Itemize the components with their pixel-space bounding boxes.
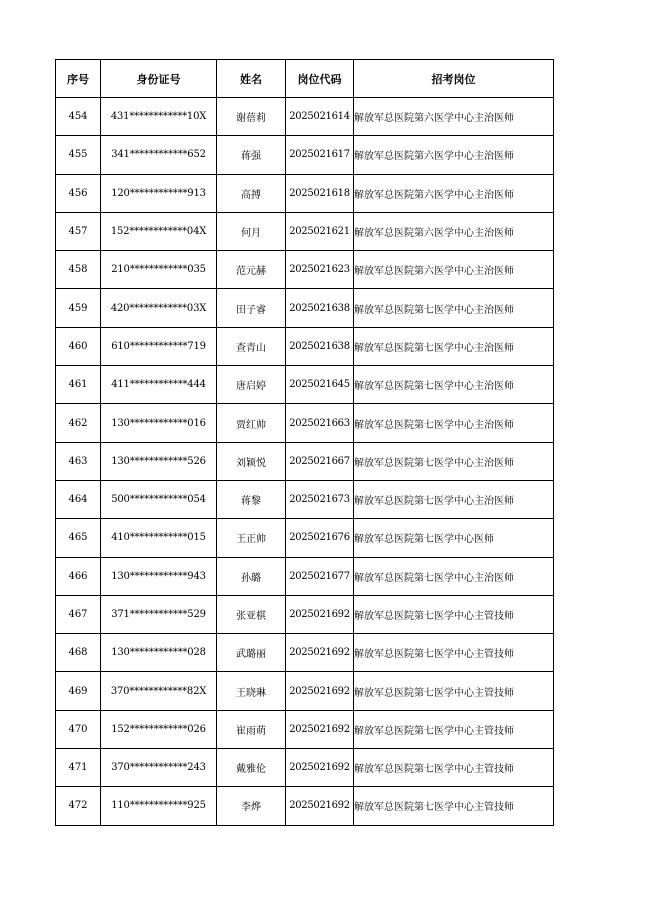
cell-post-code: 2025021638 [286, 327, 354, 365]
table-row [56, 749, 554, 787]
cell-seq: 466 [56, 557, 101, 595]
cell-post-code: 2025021617 [286, 136, 354, 174]
table-row [56, 442, 554, 480]
cell-post-code: 2025021623 [286, 251, 354, 289]
cell-seq: 454 [56, 98, 101, 136]
cell-id-number: 130************943 [101, 557, 217, 595]
cell-name: 武璐丽 [217, 634, 286, 672]
cell-id-number: 370************82X [101, 672, 217, 710]
table-row [56, 289, 554, 327]
cell-post: 解放军总医院第七医学中心主治医师 [354, 442, 554, 480]
header-name: 姓名 [217, 60, 286, 98]
cell-post: 解放军总医院第七医学中心主治医师 [354, 289, 554, 327]
cell-name: 范元赫 [217, 251, 286, 289]
table-row [56, 174, 554, 212]
cell-post: 解放军总医院第七医学中心主治医师 [354, 480, 554, 518]
table-row [56, 366, 554, 404]
cell-seq: 458 [56, 251, 101, 289]
cell-seq: 464 [56, 480, 101, 518]
cell-post-code: 2025021618 [286, 174, 354, 212]
cell-post-code: 2025021677 [286, 557, 354, 595]
cell-post: 解放军总医院第六医学中心主治医师 [354, 212, 554, 250]
cell-post: 解放军总医院第七医学中心主管技师 [354, 672, 554, 710]
cell-name: 高搏 [217, 174, 286, 212]
table-row [56, 595, 554, 633]
cell-id-number: 110************925 [101, 787, 217, 825]
table-body [56, 98, 554, 826]
cell-id-number: 152************026 [101, 710, 217, 748]
cell-seq: 470 [56, 710, 101, 748]
cell-seq: 459 [56, 289, 101, 327]
table-row [56, 672, 554, 710]
cell-name: 唐启婷 [217, 366, 286, 404]
cell-id-number: 500************054 [101, 480, 217, 518]
cell-name: 田子睿 [217, 289, 286, 327]
cell-post: 解放军总医院第六医学中心主治医师 [354, 98, 554, 136]
table-row [56, 634, 554, 672]
cell-id-number: 120************913 [101, 174, 217, 212]
cell-id-number: 130************526 [101, 442, 217, 480]
cell-post-code: 2025021692 [286, 672, 354, 710]
table-row [56, 327, 554, 365]
cell-post: 解放军总医院第七医学中心主治医师 [354, 366, 554, 404]
cell-name: 孙璐 [217, 557, 286, 595]
cell-name: 贾红帅 [217, 404, 286, 442]
cell-post-code: 2025021638 [286, 289, 354, 327]
cell-name: 王正帅 [217, 519, 286, 557]
table-row [56, 519, 554, 557]
cell-id-number: 371************529 [101, 595, 217, 633]
table-row [56, 480, 554, 518]
candidate-table [55, 59, 554, 826]
table-row [56, 136, 554, 174]
cell-seq: 472 [56, 787, 101, 825]
cell-name: 戴雅伦 [217, 749, 286, 787]
cell-seq: 463 [56, 442, 101, 480]
cell-id-number: 420************03X [101, 289, 217, 327]
cell-name: 张亚棋 [217, 595, 286, 633]
cell-post: 解放军总医院第七医学中心主管技师 [354, 595, 554, 633]
cell-id-number: 431************10X [101, 98, 217, 136]
table-row [56, 557, 554, 595]
cell-post-code: 2025021645 [286, 366, 354, 404]
header-seq: 序号 [56, 60, 101, 98]
cell-seq: 455 [56, 136, 101, 174]
cell-seq: 456 [56, 174, 101, 212]
cell-id-number: 410************015 [101, 519, 217, 557]
cell-post: 解放军总医院第七医学中心主治医师 [354, 557, 554, 595]
table-row [56, 251, 554, 289]
cell-name: 查青山 [217, 327, 286, 365]
cell-post: 解放军总医院第七医学中心主治医师 [354, 327, 554, 365]
cell-post-code: 2025021673 [286, 480, 354, 518]
cell-post: 解放军总医院第六医学中心主治医师 [354, 174, 554, 212]
cell-seq: 465 [56, 519, 101, 557]
cell-post-code: 2025021621 [286, 212, 354, 250]
cell-name: 李烨 [217, 787, 286, 825]
cell-id-number: 130************028 [101, 634, 217, 672]
cell-post: 解放军总医院第七医学中心主管技师 [354, 710, 554, 748]
cell-id-number: 152************04X [101, 212, 217, 250]
cell-post-code: 2025021614 [286, 98, 354, 136]
header-id-number: 身份证号 [101, 60, 217, 98]
table-row [56, 710, 554, 748]
cell-seq: 462 [56, 404, 101, 442]
table-row [56, 212, 554, 250]
cell-post: 解放军总医院第七医学中心主管技师 [354, 634, 554, 672]
cell-post-code: 2025021663 [286, 404, 354, 442]
cell-name: 王晓琳 [217, 672, 286, 710]
cell-id-number: 130************016 [101, 404, 217, 442]
cell-name: 蒋黎 [217, 480, 286, 518]
cell-post: 解放军总医院第七医学中心主治医师 [354, 404, 554, 442]
cell-post: 解放军总医院第七医学中心主管技师 [354, 749, 554, 787]
cell-id-number: 341************652 [101, 136, 217, 174]
cell-post: 解放军总医院第六医学中心主治医师 [354, 251, 554, 289]
cell-name: 崔雨萌 [217, 710, 286, 748]
cell-name: 谢蓓莉 [217, 98, 286, 136]
cell-post-code: 2025021692 [286, 787, 354, 825]
table-row [56, 787, 554, 825]
cell-post-code: 2025021692 [286, 595, 354, 633]
cell-post-code: 2025021676 [286, 519, 354, 557]
header-post: 招考岗位 [354, 60, 554, 98]
cell-name: 刘颖悦 [217, 442, 286, 480]
table-header-row [56, 60, 554, 98]
cell-id-number: 411************444 [101, 366, 217, 404]
cell-post: 解放军总医院第七医学中心医师 [354, 519, 554, 557]
cell-name: 蒋强 [217, 136, 286, 174]
table-row [56, 98, 554, 136]
cell-seq: 461 [56, 366, 101, 404]
cell-post: 解放军总医院第六医学中心主治医师 [354, 136, 554, 174]
header-post-code: 岗位代码 [286, 60, 354, 98]
cell-post: 解放军总医院第七医学中心主管技师 [354, 787, 554, 825]
table-row [56, 404, 554, 442]
cell-post-code: 2025021692 [286, 634, 354, 672]
cell-post-code: 2025021667 [286, 442, 354, 480]
cell-seq: 468 [56, 634, 101, 672]
cell-id-number: 210************035 [101, 251, 217, 289]
cell-id-number: 370************243 [101, 749, 217, 787]
cell-post-code: 2025021692 [286, 710, 354, 748]
cell-seq: 460 [56, 327, 101, 365]
cell-seq: 467 [56, 595, 101, 633]
cell-seq: 469 [56, 672, 101, 710]
cell-seq: 457 [56, 212, 101, 250]
cell-seq: 471 [56, 749, 101, 787]
cell-post-code: 2025021692 [286, 749, 354, 787]
cell-name: 何月 [217, 212, 286, 250]
cell-id-number: 610************719 [101, 327, 217, 365]
